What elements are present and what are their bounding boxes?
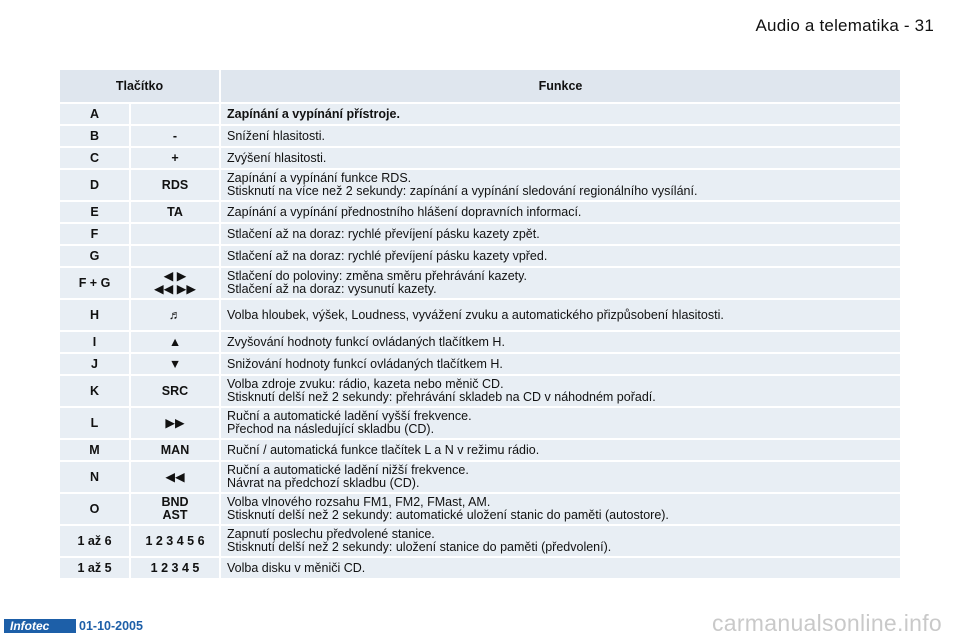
button-key: D [60,170,129,200]
table-row [60,104,900,124]
button-symbol-line: RDS [161,177,189,192]
button-key: 1 až 6 [60,526,129,556]
table-row [60,462,900,492]
table-row [60,300,900,330]
button-key: F + G [60,268,129,298]
button-key: G [60,246,129,266]
button-symbol-line: ▼ [168,356,182,371]
button-symbol [131,332,219,352]
button-symbol [131,494,219,524]
edition-date: 01-10-2005 [79,619,143,633]
button-symbol [131,462,219,492]
button-symbol [131,408,219,438]
function-line: Zapnutí poslechu předvolené stanice. [227,527,435,541]
function-line: Snižování hodnoty funkcí ovládaných tlačítkem H. [227,356,503,371]
table-row [60,354,900,374]
table-row [60,170,900,200]
table-row [60,376,900,406]
button-symbol [131,354,219,374]
function-description [221,376,900,406]
button-key: H [60,300,129,330]
function-line: Zapínání a vypínání přístroje. [227,106,400,121]
button-symbol-line: + [171,150,179,165]
button-symbol [131,376,219,406]
function-line: Zapínání a vypínání funkce RDS. [227,171,412,185]
function-description [221,494,900,524]
function-line: Stisknutí delší než 2 sekundy: přehrávání skladeb na CD v náhodném pořadí. [227,390,656,404]
button-key: I [60,332,129,352]
button-function-table [58,68,902,580]
function-line: Volba vlnového rozsahu FM1, FM2, FMast, AM. [227,495,491,509]
function-description [221,202,900,222]
function-line: Volba zdroje zvuku: rádio, kazeta nebo měnič CD. [227,377,504,391]
function-description [221,126,900,146]
button-key: C [60,148,129,168]
table-row [60,246,900,266]
function-description [221,440,900,460]
button-symbol [131,148,219,168]
button-symbol [131,126,219,146]
function-description [221,170,900,200]
button-symbol [131,558,219,578]
table-row [60,126,900,146]
column-header-function: Funkce [221,70,900,102]
function-line: Návrat na předchozí skladbu (CD). [227,476,420,490]
button-key: 1 až 5 [60,558,129,578]
function-line: Volba disku v měniči CD. [227,560,366,575]
page-header: Audio a telematika - 31 [755,16,934,35]
button-symbol-line: ◀ ▶ [163,269,187,283]
button-key: K [60,376,129,406]
table-row [60,408,900,438]
button-key: F [60,224,129,244]
function-line: Stlačení do poloviny: změna směru přehrávání kazety. [227,269,527,283]
button-symbol [131,246,219,266]
button-symbol [131,104,219,124]
function-description [221,246,900,266]
button-symbol-line: ◀◀ [165,469,185,484]
button-symbol-line: AST [162,508,188,522]
button-key: A [60,104,129,124]
function-line: Ruční a automatické ladění nižší frekvence. [227,463,469,477]
button-key: M [60,440,129,460]
button-symbol [131,224,219,244]
button-symbol-line: ▲ [168,334,182,349]
table-row [60,202,900,222]
table-row [60,558,900,578]
function-description [221,354,900,374]
button-key: N [60,462,129,492]
function-line: Zvyšování hodnoty funkcí ovládaných tlačítkem H. [227,334,505,349]
function-line: Stisknutí delší než 2 sekundy: uložení stanice do paměti (předvolení). [227,540,612,554]
button-symbol-line: TA [167,204,183,219]
function-line: Stlačení až na doraz: rychlé převíjení pásku kazety vpřed. [227,248,548,263]
button-key: J [60,354,129,374]
function-description [221,104,900,124]
function-line: Volba hloubek, výšek, Loudness, vyvážení zvuku a automatického přizpůsobení hlasitosti. [227,307,724,322]
button-symbol-line: 1 2 3 4 5 6 [145,533,205,548]
button-symbol [131,526,219,556]
button-symbol [131,300,219,330]
table-body [60,104,900,578]
button-symbol [131,440,219,460]
button-symbol-line: 1 2 3 4 5 [150,560,200,575]
function-description [221,268,900,298]
function-line: Snížení hlasitosti. [227,128,325,143]
function-description [221,526,900,556]
table-row [60,268,900,298]
function-line: Stlačení až na doraz: rychlé převíjení pásku kazety zpět. [227,226,540,241]
function-description [221,224,900,244]
button-key: E [60,202,129,222]
table-header-row [60,70,900,102]
function-description [221,462,900,492]
function-line: Zapínání a vypínání přednostního hlášení dopravních informací. [227,204,582,219]
function-line: Ruční / automatická funkce tlačítek L a N v režimu rádio. [227,442,540,457]
publisher-badge: Infotec [4,619,76,633]
column-header-button: Tlačítko [60,70,219,102]
table-row [60,332,900,352]
function-line: Stisknutí delší než 2 sekundy: automatické uložení stanic do paměti (autostore). [227,508,669,522]
button-symbol [131,202,219,222]
button-symbol-line: ◀◀ ▶▶ [154,282,196,296]
button-symbol-line: ▶▶ [165,415,185,430]
table-row [60,526,900,556]
function-line: Přechod na následující skladbu (CD). [227,422,435,436]
button-symbol-line: - [172,128,178,143]
function-description [221,148,900,168]
function-line: Zvýšení hlasitosti. [227,150,327,165]
button-symbol [131,268,219,298]
button-symbol-line: ♬ [168,307,182,322]
watermark: carmanualsonline.info [711,610,942,636]
function-description [221,558,900,578]
function-line: Stisknutí na více než 2 sekundy: zapínání a vypínání sledování regionálního vysílání. [227,184,698,198]
table-row [60,440,900,460]
function-line: Stlačení až na doraz: vysunutí kazety. [227,282,437,296]
button-key: O [60,494,129,524]
button-key: L [60,408,129,438]
table-row [60,148,900,168]
button-symbol-line: BND [161,495,189,509]
button-symbol-line: MAN [160,442,190,457]
button-key: B [60,126,129,146]
button-symbol-line: SRC [161,383,189,398]
function-line: Ruční a automatické ladění vyšší frekvence. [227,409,472,423]
function-description [221,300,900,330]
function-description [221,332,900,352]
button-symbol [131,170,219,200]
table-row [60,494,900,524]
table-row [60,224,900,244]
function-description [221,408,900,438]
